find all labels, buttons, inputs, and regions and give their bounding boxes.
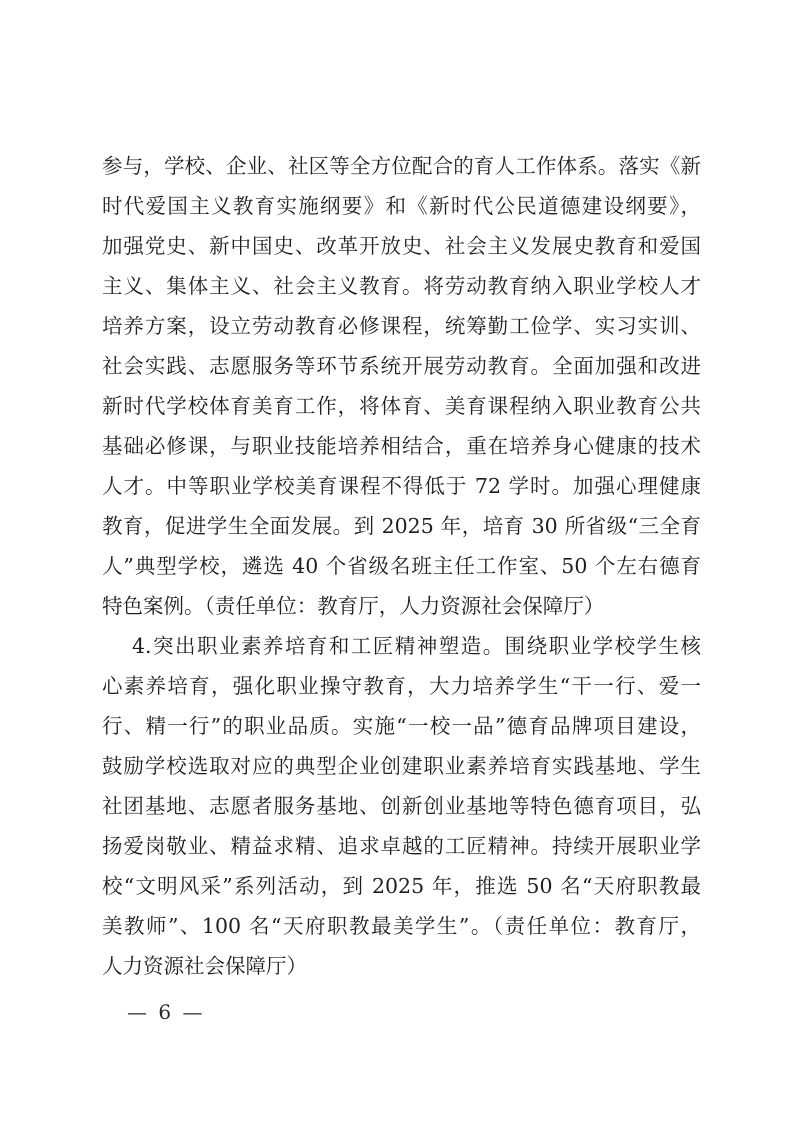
text-line: 加强党史、新中国史、改革开放史、社会主义发展史教育和爱国 xyxy=(102,234,701,258)
text-line: 参与，学校、企业、社区等全方位配合的育人工作体系。落实《新 xyxy=(102,154,701,178)
text-line: 人才。中等职业学校美育课程不得低于 72 学时。加强心理健康 xyxy=(102,474,701,498)
text-line: 人力资源社会保障厅） xyxy=(102,954,307,978)
text-line: 4.突出职业素养培育和工匠精神塑造。围绕职业学校学生核 xyxy=(132,634,701,658)
text-line: 社团基地、志愿者服务基地、创新创业基地等特色德育项目，弘 xyxy=(102,794,701,818)
text-line: 行、精一行”的职业品质。实施“一校一品”德育品牌项目建设， xyxy=(102,714,701,738)
page-number: — 6 — xyxy=(127,1000,203,1024)
document-body xyxy=(102,146,701,986)
text-line: 时代爱国主义教育实施纲要》和《新时代公民道德建设纲要》， xyxy=(102,194,701,218)
text-line: 心素养培育，强化职业操守教育，大力培养学生“干一行、爱一 xyxy=(102,674,701,698)
text-line: 特色案例。（责任单位：教育厅，人力资源社会保障厅） xyxy=(102,594,605,618)
text-line: 扬爱岗敬业、精益求精、追求卓越的工匠精神。持续开展职业学 xyxy=(102,834,701,858)
text-line: 新时代学校体育美育工作，将体育、美育课程纳入职业教育公共 xyxy=(102,394,701,418)
paragraph-item-4 xyxy=(102,626,701,986)
text-line: 基础必修课，与职业技能培养相结合，重在培养身心健康的技术 xyxy=(102,434,701,458)
text-line: 社会实践、志愿服务等环节系统开展劳动教育。全面加强和改进 xyxy=(102,354,701,378)
text-line: 教育，促进学生全面发展。到 2025 年，培育 30 所省级“三全育 xyxy=(102,514,701,538)
text-line: 鼓励学校选取对应的典型企业创建职业素养培育实践基地、学生 xyxy=(102,754,701,778)
paragraph-continuation xyxy=(102,146,701,626)
text-line: 培养方案，设立劳动教育必修课程，统筹勤工俭学、实习实训、 xyxy=(102,314,701,338)
text-line: 美教师”、100 名“天府职教最美学生”。（责任单位：教育厅， xyxy=(102,914,701,938)
text-line: 校“文明风采”系列活动，到 2025 年，推选 50 名“天府职教最 xyxy=(102,874,701,898)
text-line: 人”典型学校，遴选 40 个省级名班主任工作室、50 个左右德育 xyxy=(102,554,701,578)
text-line: 主义、集体主义、社会主义教育。将劳动教育纳入职业学校人才 xyxy=(102,274,701,298)
